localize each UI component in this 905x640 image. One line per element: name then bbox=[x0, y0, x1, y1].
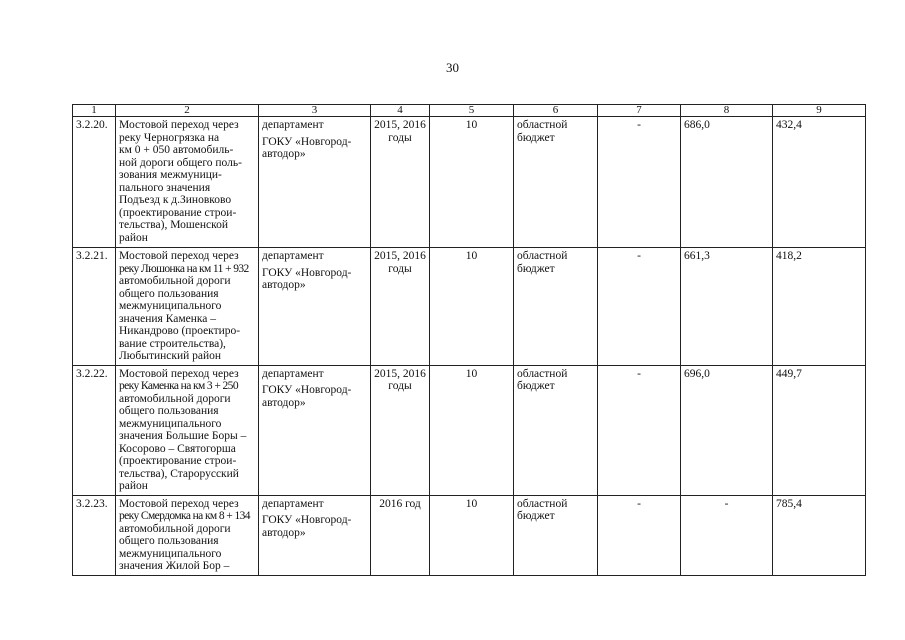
name-line: ной дороги общего поль- bbox=[119, 156, 242, 169]
name-line: км 0 + 050 автомобиль- bbox=[119, 144, 234, 156]
amount-col8: 696,0 bbox=[681, 365, 773, 495]
responsible bbox=[259, 117, 371, 248]
name-line: значения Каменка – bbox=[119, 312, 217, 325]
name-line: межмуниципального bbox=[119, 417, 222, 430]
amount-col9: 418,2 bbox=[773, 248, 866, 366]
department: департамент bbox=[262, 497, 324, 510]
name-line: тельства), Мошенской bbox=[119, 219, 229, 231]
name-line: Мостовой переход через bbox=[119, 250, 239, 262]
row-number: 3.2.21. bbox=[73, 248, 116, 366]
row-number: 3.2.22. bbox=[73, 365, 116, 495]
header-cell: 1 bbox=[73, 105, 116, 117]
name-line: общего пользования bbox=[119, 405, 219, 417]
object-name bbox=[116, 495, 259, 575]
funding-source: областной бюджет bbox=[514, 365, 598, 495]
funding-source: областной бюджет bbox=[514, 495, 598, 575]
target-indicator: 10 bbox=[430, 248, 514, 366]
object-name bbox=[116, 117, 259, 248]
page-number: 30 bbox=[446, 60, 459, 75]
period: 2016 год bbox=[371, 495, 430, 575]
amount-col7: - bbox=[598, 248, 681, 366]
amount-col9: 432,4 bbox=[773, 117, 866, 248]
name-line: Мостовой переход через bbox=[119, 497, 239, 510]
target-indicator: 10 bbox=[430, 117, 514, 248]
row-number: 3.2.23. bbox=[73, 495, 116, 575]
object-name bbox=[116, 365, 259, 495]
name-line: район bbox=[119, 231, 148, 244]
name-line: реку Люшонка на км 11 + 932 bbox=[119, 262, 249, 275]
amount-col9: 449,7 bbox=[773, 365, 866, 495]
header-cell: 5 bbox=[430, 105, 514, 117]
header-row bbox=[73, 105, 866, 117]
header-cell: 2 bbox=[116, 105, 259, 117]
amount-col8: - bbox=[681, 495, 773, 575]
responsible bbox=[259, 365, 371, 495]
name-line: Мостовой переход через bbox=[119, 367, 239, 380]
table-row bbox=[73, 495, 866, 575]
period: 2015, 2016 годы bbox=[371, 365, 430, 495]
name-line: межмуниципального bbox=[119, 547, 222, 560]
table-row bbox=[73, 248, 866, 366]
organization: ГОКУ «Новгород-автодор» bbox=[262, 514, 352, 539]
period: 2015, 2016 годы bbox=[371, 117, 430, 248]
object-name bbox=[116, 248, 259, 366]
name-line: (проектирование строи- bbox=[119, 206, 237, 219]
amount-col9: 785,4 bbox=[773, 495, 866, 575]
organization: ГОКУ «Новгород-автодор» bbox=[262, 266, 352, 291]
funding-source: областной бюджет bbox=[514, 117, 598, 248]
name-line: вание строительства), bbox=[119, 337, 226, 350]
header-cell: 8 bbox=[681, 105, 773, 117]
name-line: Мостовой переход через bbox=[119, 119, 239, 131]
header-cell: 7 bbox=[598, 105, 681, 117]
amount-col7: - bbox=[598, 365, 681, 495]
responsible bbox=[259, 248, 371, 366]
header-cell: 9 bbox=[773, 105, 866, 117]
name-line: автомобильной дороги bbox=[119, 275, 231, 287]
amount-col8: 686,0 bbox=[681, 117, 773, 248]
row-number: 3.2.20. bbox=[73, 117, 116, 248]
name-line: автомобильной дороги bbox=[119, 392, 231, 405]
table-row bbox=[73, 117, 866, 248]
amount-col7: - bbox=[598, 495, 681, 575]
responsible bbox=[259, 495, 371, 575]
name-line: Подъезд к д.Зиновково bbox=[119, 194, 232, 206]
organization: ГОКУ «Новгород-автодор» bbox=[262, 384, 352, 409]
name-line: Любытинский район bbox=[119, 350, 222, 362]
header-cell: 3 bbox=[259, 105, 371, 117]
name-line: район bbox=[119, 480, 148, 492]
name-line: значения Жилой Бор – bbox=[119, 560, 230, 572]
name-line: Косорово – Святогорша bbox=[119, 442, 236, 455]
amount-col8: 661,3 bbox=[681, 248, 773, 366]
name-line: общего пользования bbox=[119, 287, 219, 300]
department: департамент bbox=[262, 367, 324, 380]
name-line: реку Смердомка на км 8 + 134 bbox=[119, 510, 250, 522]
target-indicator: 10 bbox=[430, 365, 514, 495]
name-line: автомобильной дороги bbox=[119, 522, 231, 535]
program-table bbox=[72, 104, 866, 576]
organization: ГОКУ «Новгород-автодор» bbox=[262, 135, 352, 160]
name-line: межмуниципального bbox=[119, 300, 222, 312]
department: департамент bbox=[262, 119, 324, 131]
header-cell: 6 bbox=[514, 105, 598, 117]
funding-source: областной бюджет bbox=[514, 248, 598, 366]
table-row bbox=[73, 365, 866, 495]
name-line: (проектирование строи- bbox=[119, 455, 237, 467]
name-line: пального значения bbox=[119, 181, 211, 194]
name-line: Никандрово (проектиро- bbox=[119, 325, 241, 337]
period: 2015, 2016 годы bbox=[371, 248, 430, 366]
name-line: реку Черногрязка на bbox=[119, 131, 220, 144]
target-indicator: 10 bbox=[430, 495, 514, 575]
name-line: зования межмуници- bbox=[119, 169, 222, 181]
name-line: реку Каменка на км 3 + 250 bbox=[119, 380, 238, 392]
name-line: значения Большие Боры – bbox=[119, 430, 247, 442]
amount-col7: - bbox=[598, 117, 681, 248]
header-cell: 4 bbox=[371, 105, 430, 117]
name-line: тельства), Старорусский bbox=[119, 467, 239, 480]
name-line: общего пользования bbox=[119, 535, 219, 547]
department: департамент bbox=[262, 250, 324, 262]
